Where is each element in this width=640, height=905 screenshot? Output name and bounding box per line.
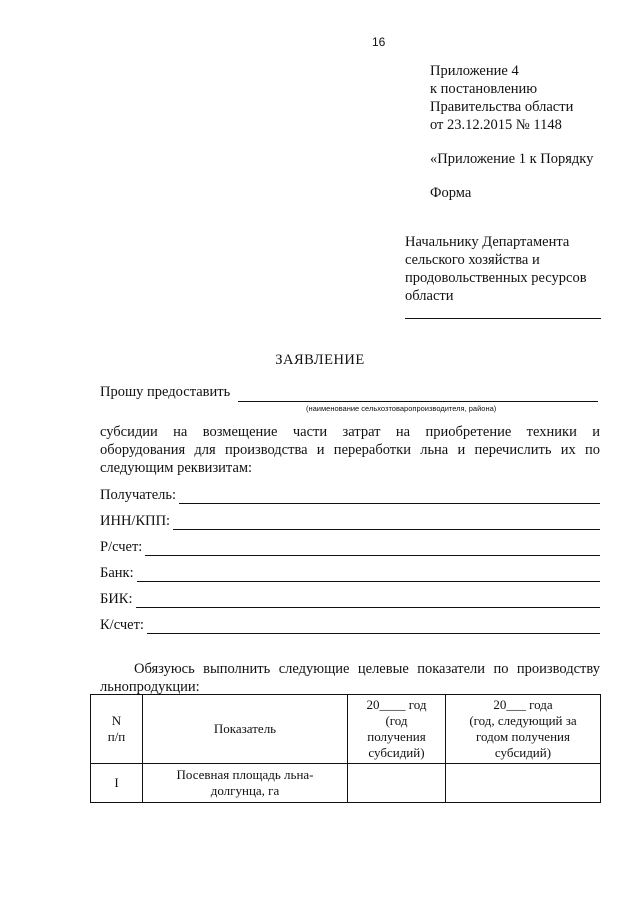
applicant-name-field[interactable]: [238, 401, 598, 402]
appendix-block: [430, 62, 593, 202]
requisite-label: К/счет:: [100, 617, 144, 633]
bank-field[interactable]: [137, 568, 600, 582]
corr-account-field[interactable]: [147, 620, 600, 634]
paragraph-line: субсидии на возмещение части затрат на приобретение техники и: [100, 424, 600, 440]
addressee-line: области: [405, 288, 454, 304]
header-year-following: 20___ года (год, следующий за годом получения субсидий): [446, 695, 601, 764]
addressee-line: продовольственных ресурсов: [405, 270, 587, 286]
applicant-name-hint: (наименование сельхозтоваропроизводителя, района): [306, 404, 497, 413]
appendix-line: Правительства области: [430, 99, 574, 115]
indicators-table: [90, 694, 601, 803]
requisite-inn-kpp: [100, 513, 600, 530]
requisite-label: Р/счет:: [100, 539, 143, 555]
appendix-reference: «Приложение 1 к Порядку: [430, 151, 594, 167]
table-header-row: [91, 695, 601, 764]
header-indicator: Показатель: [143, 695, 348, 764]
row-year-following-value[interactable]: [446, 764, 601, 803]
requisite-recipient: [100, 487, 600, 504]
requisite-label: Получатель:: [100, 487, 177, 503]
requisite-bank: [100, 565, 600, 582]
document-title: ЗАЯВЛЕНИЕ: [275, 352, 365, 368]
requisite-label: ИНН/КПП:: [100, 513, 171, 529]
account-field[interactable]: [145, 542, 600, 556]
pledge-line: льнопродукции:: [100, 679, 200, 695]
recipient-field[interactable]: [179, 490, 600, 504]
requisite-label: БИК:: [100, 591, 133, 607]
request-paragraph: [100, 423, 600, 477]
pledge-line: Обязуюсь выполнить следующие целевые показатели по производству: [134, 661, 600, 677]
requisite-label: Банк:: [100, 565, 134, 581]
paragraph-line: оборудования для производства и переработки льна и перечислить их по: [100, 442, 600, 458]
requisite-account: [100, 539, 600, 556]
addressee-line: Начальнику Департамента: [405, 234, 570, 250]
signature-line[interactable]: [405, 318, 601, 319]
addressee-line: сельского хозяйства и: [405, 252, 540, 268]
page-number: 16: [372, 35, 386, 49]
form-label: Форма: [430, 185, 472, 201]
appendix-line: от 23.12.2015 № 1148: [430, 117, 562, 133]
row-year-received-value[interactable]: [348, 764, 446, 803]
requisite-corr-account: [100, 617, 600, 634]
header-year-received: 20____ год (год получения субсидий): [348, 695, 446, 764]
row-number: I: [91, 764, 143, 803]
pledge-paragraph: [100, 660, 600, 696]
row-indicator: Посевная площадь льна- долгунца, га: [143, 764, 348, 803]
header-number: N п/п: [91, 695, 143, 764]
table-row: [91, 764, 601, 803]
paragraph-line: следующим реквизитам:: [100, 460, 253, 476]
appendix-line: Приложение 4: [430, 63, 519, 79]
requisite-bik: [100, 591, 600, 608]
addressee-block: [405, 233, 587, 305]
appendix-line: к постановлению: [430, 81, 538, 97]
inn-kpp-field[interactable]: [173, 516, 600, 530]
bik-field[interactable]: [136, 594, 601, 608]
request-label: Прошу предоставить: [100, 384, 231, 400]
